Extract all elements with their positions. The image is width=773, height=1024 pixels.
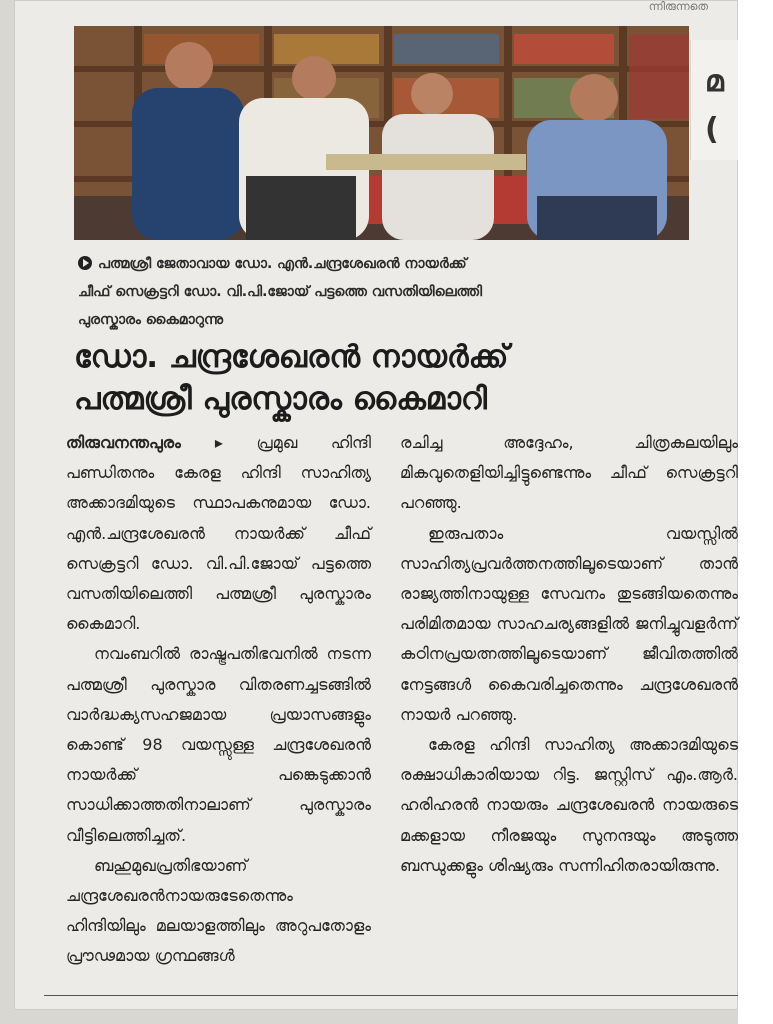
top-strip-text: ന്നിരുന്നതെ (648, 0, 708, 13)
photo-caption (78, 250, 678, 334)
headline (74, 336, 694, 420)
adjacent-column-fragment: മ ( (690, 40, 738, 160)
background-margin (738, 0, 773, 1024)
dateline: തിരുവനന്തപുരം ▸ (66, 433, 223, 452)
article-paragraph-4: രചിച്ച അദ്ദേഹം, ചിത്രകലയിലും മികവുതെളിയിച്ചിട്ടുണ്ടെന്നും ചീഫ് സെക്രട്ടറി പറഞ്ഞു. (400, 433, 738, 513)
headline-line-1: ഡോ. ചന്ദ്രശേഖരൻ നായർക്ക് (74, 339, 509, 375)
article-paragraph-3: ബഹുമുഖപ്രതിഭയാണ് ചന്ദ്രശേഖരൻനായരുടേതെന്നും ഹിന്ദിയിലും മലയാളത്തിലും അറുപതോളം പ്രൗഢമായ ഗ്രന്ഥങ്ങൾ (66, 855, 371, 966)
caption-marker-icon (78, 256, 92, 270)
news-photo (74, 26, 689, 240)
article-paragraph-5: ഇരുപതാം വയസ്സിൽ സാഹിത്യപ്രവർത്തനത്തിലൂടെയാണ് താൻ രാജ്യത്തിനായുള്ള സേവനം തുടങ്ങിയതെന്നും പരിമിതമായ സാഹചര്യങ്ങളിൽ ജനിച്ചുവളർന്ന് കഠിനപ്രയത്നത്തിലൂടെയാണ് ജീവിതത്തിൽ നേട്ടങ്ങൾ കൈവരിച്ചതെന്നും ചന്ദ്രശേഖരൻ നായർ പറഞ്ഞു. (400, 523, 738, 724)
caption-line-1: പത്മശ്രീ ജേതാവായ ഡോ. എൻ.ചന്ദ്രശേഖരൻ നായർക്ക് (98, 256, 467, 272)
article-paragraph-1 (66, 428, 371, 639)
article-column-2 (400, 428, 738, 881)
article-paragraph-1-text: പ്രമുഖ ഹിന്ദി പണ്ഡിതനും കേരള ഹിന്ദി സാഹിത്യ അക്കാദമിയുടെ സ്ഥാപകനുമായ ഡോ. എൻ.ചന്ദ്രശേഖരൻ നായർക്ക് ചീഫ് സെക്രട്ടറി ഡോ. വി.പി.ജോയ് പട്ടത്തെ വസതിയിലെത്തി പത്മശ്രീ പുരസ്കാരം കൈമാറി. (66, 433, 371, 634)
caption-line-3: പുരസ്കാരം കൈമാറുന്നു (78, 312, 224, 328)
article-paragraph-2: നവംബറിൽ രാഷ്ട്രപതിഭവനിൽ നടന്ന പത്മശ്രീ പുരസ്കാര വിതരണച്ചടങ്ങിൽ വാർദ്ധക്യസഹജമായ പ്രയാസങ്ങളും കൊണ്ട് 98 വയസ്സുള്ള ചന്ദ്രശേഖരൻ നായർക്ക് പങ്കെടുക്കാൻ സാധിക്കാത്തതിനാലാണ് പുരസ്കാരം വീട്ടിലെത്തിച്ചത്. (66, 644, 371, 845)
bottom-rule (44, 995, 738, 996)
article-paragraph-6: കേരള ഹിന്ദി സാഹിത്യ അക്കാദമിയുടെ രക്ഷാധികാരിയായ റിട്ട. ജസ്റ്റിസ് എം.ആർ. ഹരിഹരൻ നായരും ചന്ദ്രശേഖരൻ നായരുടെ മക്കളായ നീരജയും സുനന്ദയും അടുത്ത ബന്ധുക്കളും ശിഷ്യരും സന്നിഹിതരായിരുന്നു. (400, 735, 738, 875)
headline-line-2: പത്മശ്രീ പുരസ്കാരം കൈമാറി (74, 381, 487, 417)
caption-line-2: ചീഫ് സെക്രട്ടറി ഡോ. വി.പി.ജോയ് പട്ടത്തെ വസതിയിലെത്തി (78, 284, 483, 300)
article-column-1 (66, 428, 371, 972)
